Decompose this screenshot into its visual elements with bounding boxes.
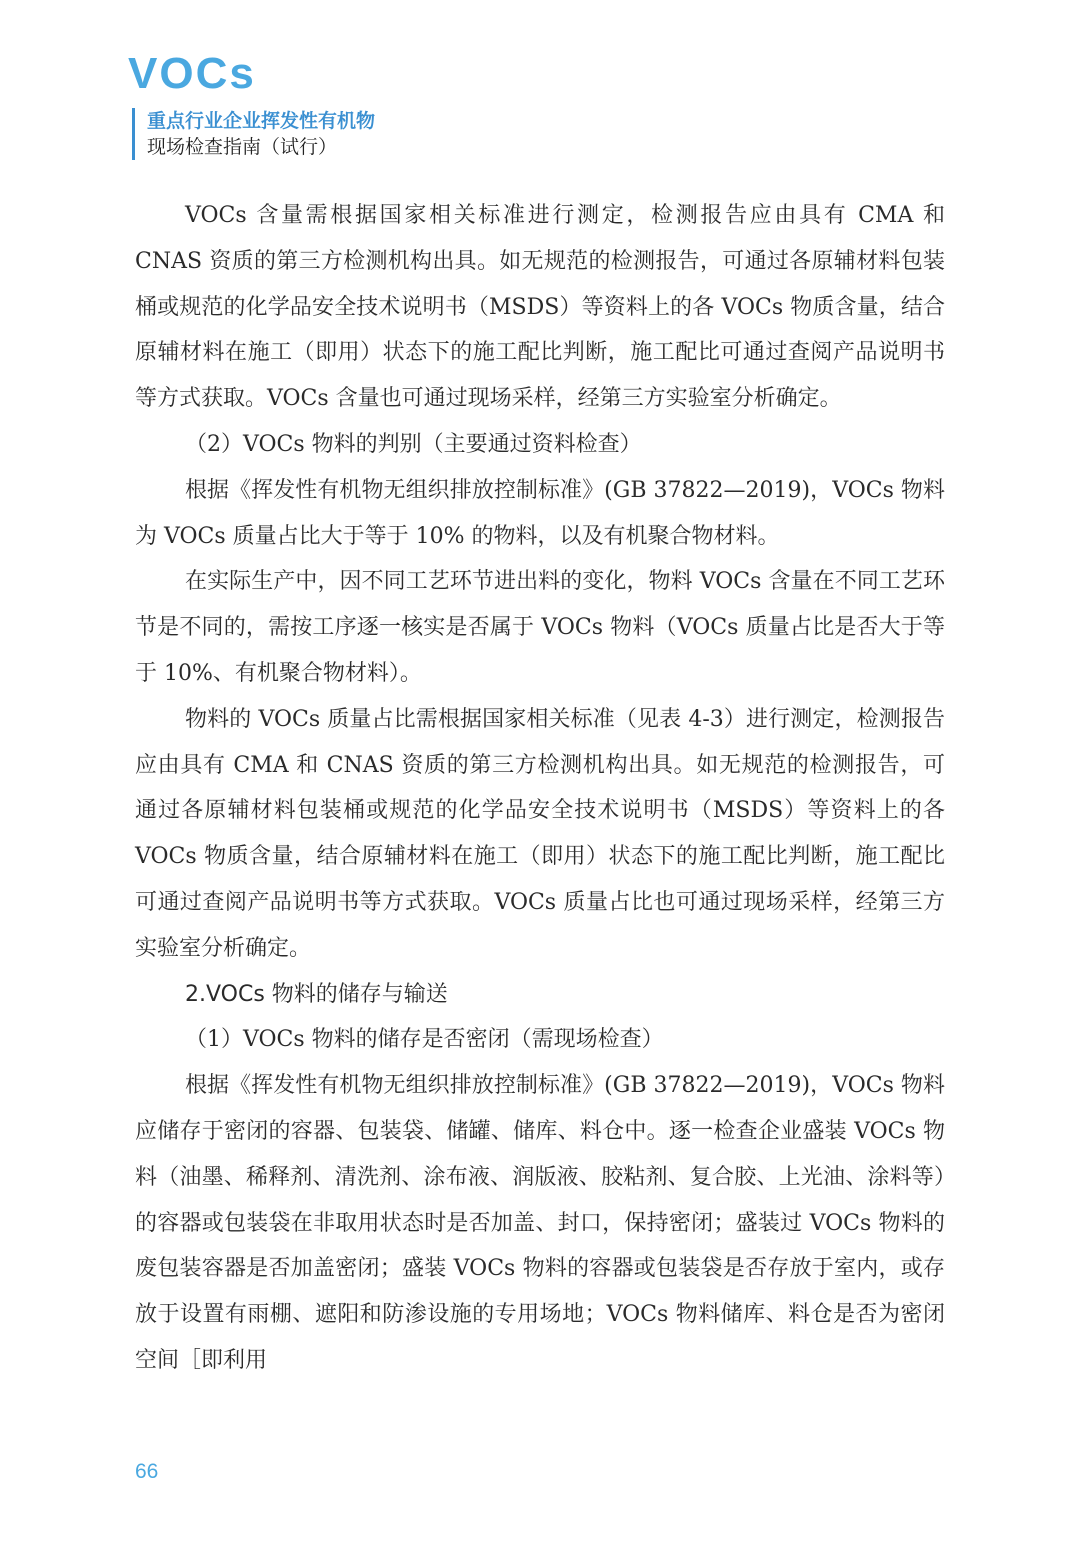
- vocs-logo: VOCs: [128, 49, 256, 98]
- section-heading-storage-transport: 2.VOCs 物料的储存与输送: [185, 981, 448, 1007]
- subheading-storage-sealed: （1）VOCs 物料的储存是否密闭（需现场检查）: [185, 1027, 664, 1053]
- paragraph-storage-requirements: 根据《挥发性有机物无组织排放控制标准》(GB 37822—2019)，VOCs 物料应储存于密闭的容器、包装袋、储罐、储库、料仓中。逐一检查企业盛装 VOCs 物料（油墨、稀释剂、清洗剂、涂布液、润版液、胶粘剂、复合胶、上光油、涂料等）的容器或包装袋在非取用状态时是否加盖、封口，保持密闭；盛装过 VOCs 物料的废包装容器是否加盖密闭；盛装 VOCs 物料的容器或包装袋是否存放于室内，或存放于设置有雨棚、遮阳和防渗设施的专用场地；VOCs 物料储库、料仓是否为密闭空间［即利用: [135, 1073, 945, 1373]
- header-title-line2: 现场检查指南（试行）: [147, 136, 338, 158]
- paragraph-mass-ratio-testing: 物料的 VOCs 质量占比需根据国家相关标准（见表 4-3）进行测定，检测报告应由具有 CMA 和 CNAS 资质的第三方检测机构出具。如无规范的检测报告，可通过各原辅材料包装桶或规范的化学品安全技术说明书（MSDS）等资料上的各 VOCs 物质含量，结合原辅材料在施工（即用）状态下的施工配比判断，施工配比可通过查阅产品说明书等方式获取。VOCs 质量占比也可通过现场采样，经第三方实验室分析确定。: [135, 706, 945, 961]
- paragraph-standard-definition: 根据《挥发性有机物无组织排放控制标准》(GB 37822—2019)，VOCs 物料为 VOCs 质量占比大于等于 10% 的物料，以及有机聚合物材料。: [135, 477, 945, 549]
- running-header: [128, 50, 375, 160]
- paragraph-process-variation: 在实际生产中，因不同工艺环节进出料的变化，物料 VOCs 含量在不同工艺环节是不同的，需按工序逐一核实是否属于 VOCs 物料（VOCs 质量占比是否大于等于 10%、有机聚合物材料）。: [135, 569, 945, 686]
- subheading-material-identification: （2）VOCs 物料的判别（主要通过资料检查）: [185, 431, 642, 457]
- header-title-line1: 重点行业企业挥发性有机物: [147, 110, 376, 132]
- page-number: 66: [135, 1460, 159, 1483]
- body-text: [135, 193, 945, 1384]
- header-subtitle-block: [132, 108, 375, 160]
- paragraph-vocs-content-testing: VOCs 含量需根据国家相关标准进行测定，检测报告应由具有 CMA 和 CNAS 资质的第三方检测机构出具。如无规范的检测报告，可通过各原辅材料包装桶或规范的化学品安全技术说明书（MSDS）等资料上的各 VOCs 物质含量，结合原辅材料在施工（即用）状态下的施工配比判断，施工配比可通过查阅产品说明书等方式获取。VOCs 含量也可通过现场采样，经第三方实验室分析确定。: [135, 203, 945, 412]
